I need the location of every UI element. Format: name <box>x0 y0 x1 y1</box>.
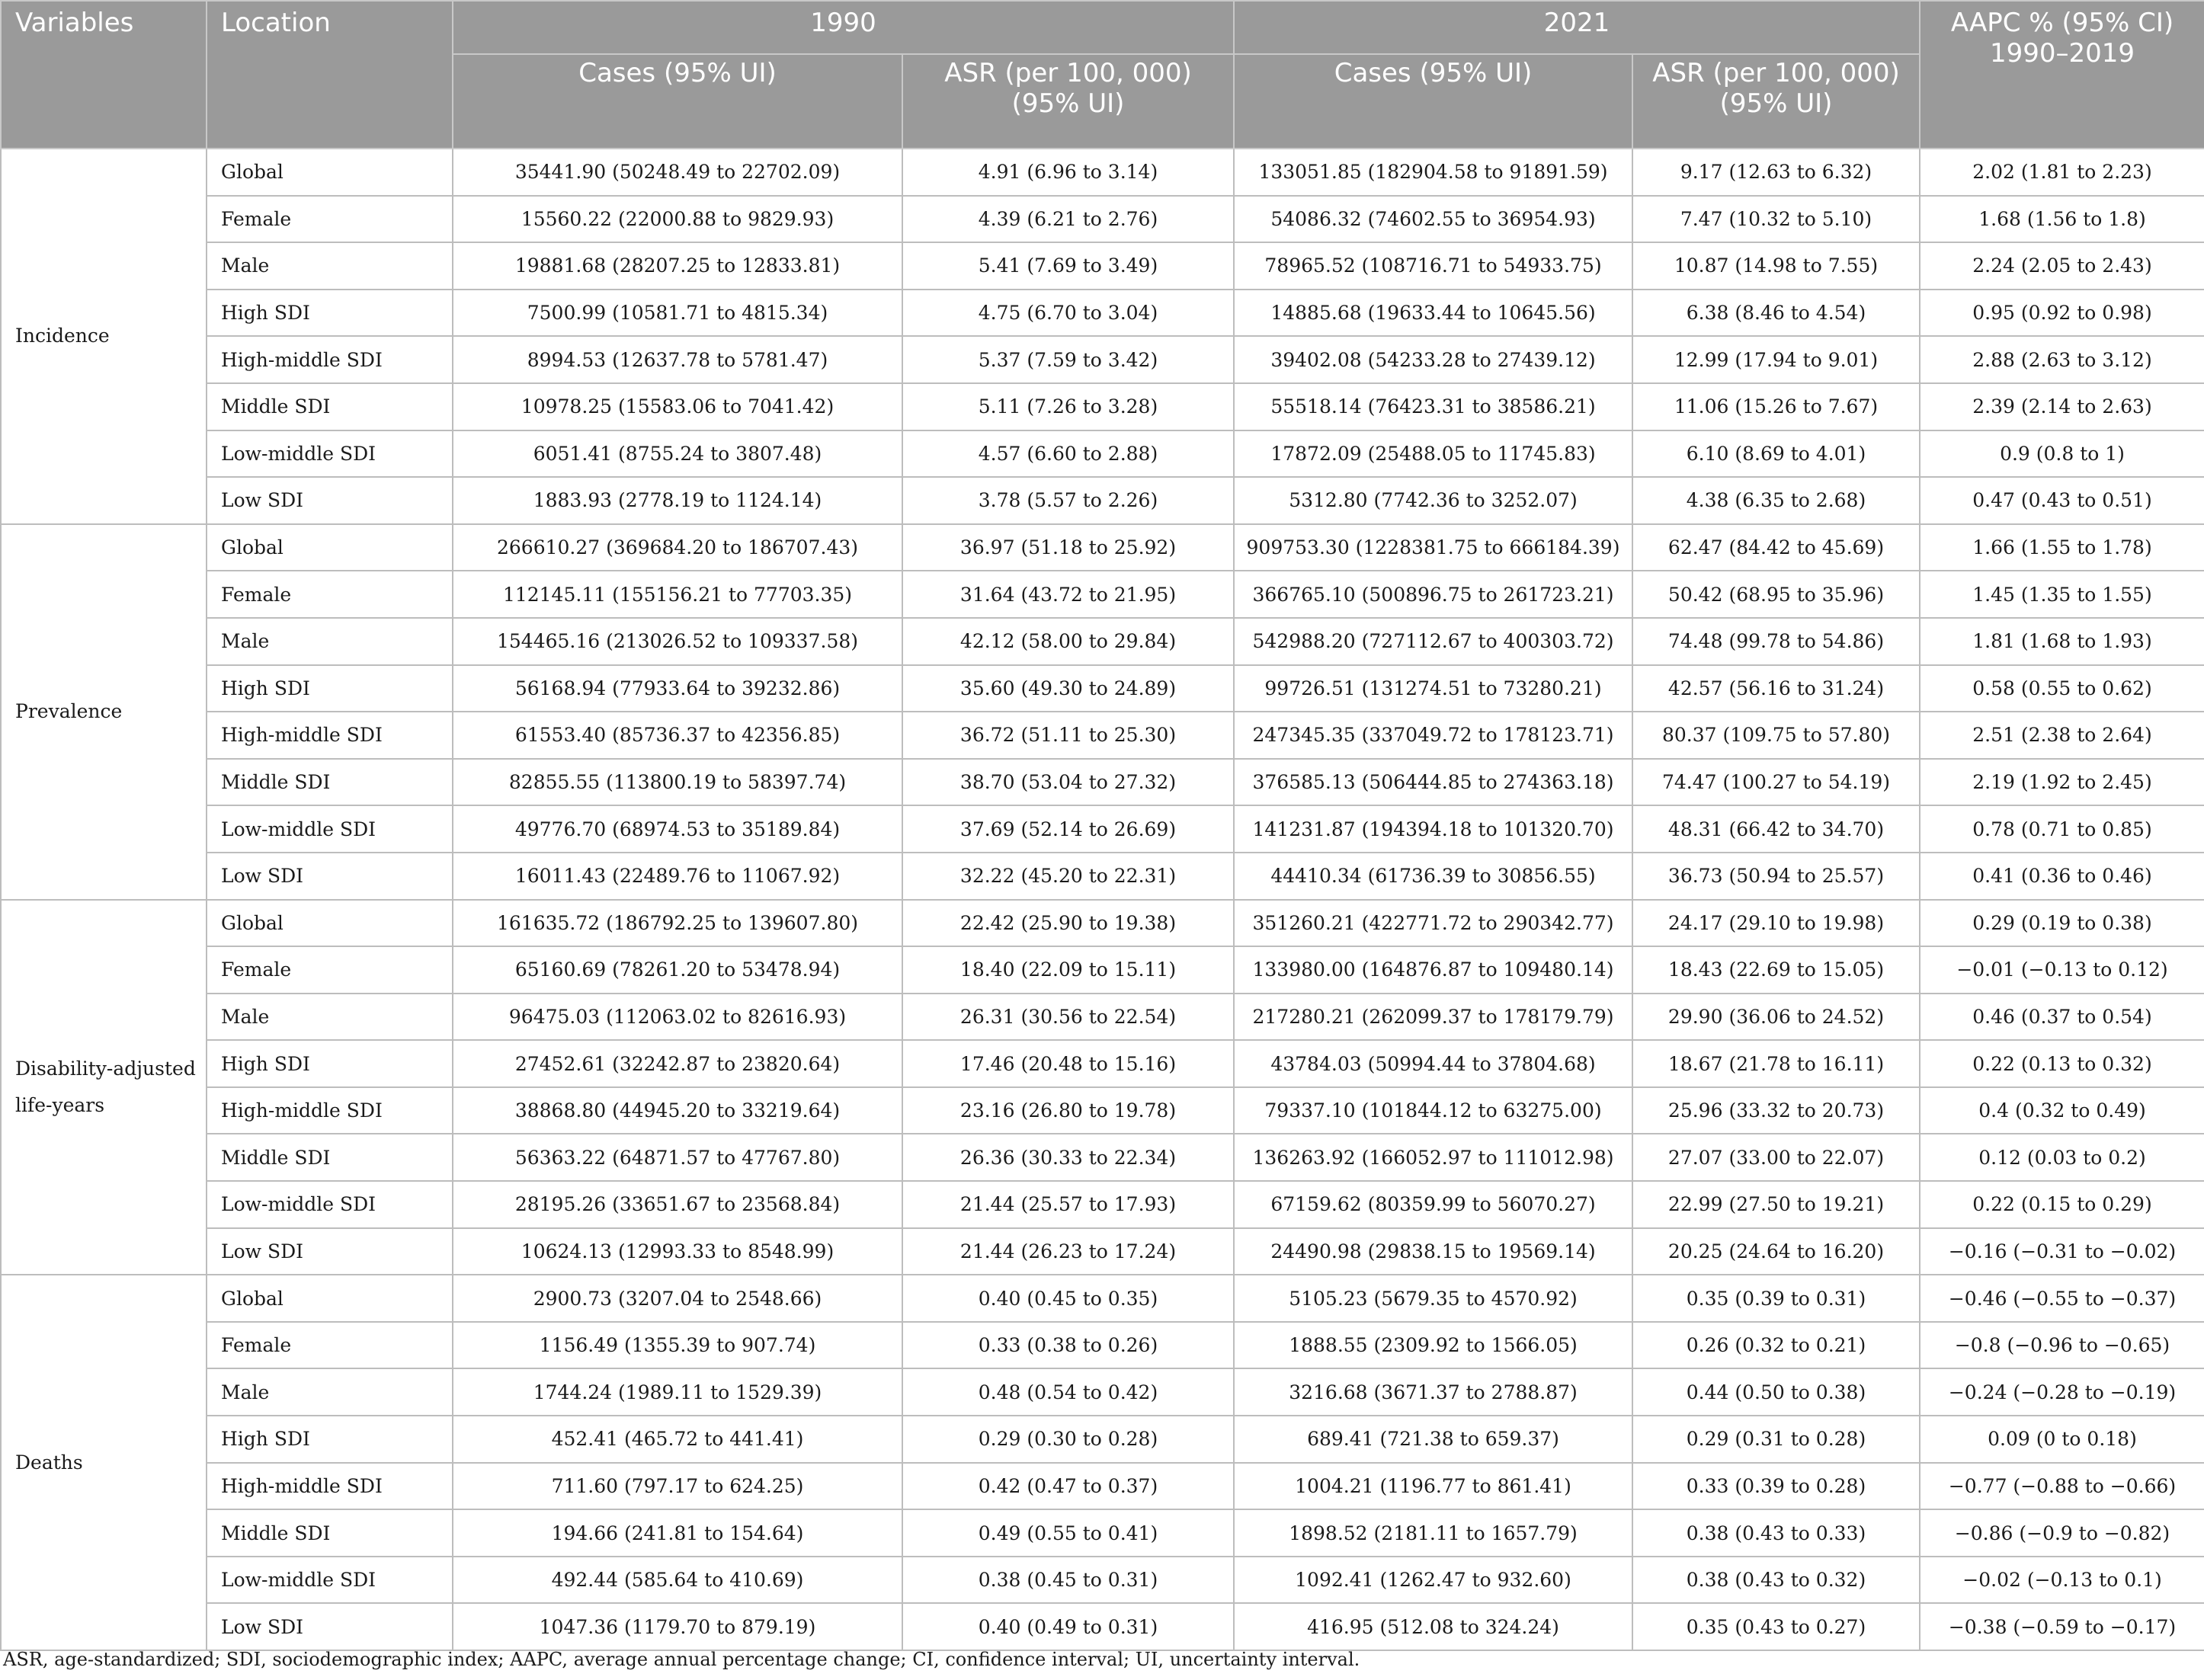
cases-2021-cell: 136263.92 (166052.97 to 111012.98) <box>1234 1134 1632 1181</box>
table-row <box>1 149 2204 196</box>
cases-1990-cell: 38868.80 (44945.20 to 33219.64) <box>453 1087 902 1134</box>
location-cell: Middle SDI <box>207 1509 453 1557</box>
cases-2021-cell: 17872.09 (25488.05 to 11745.83) <box>1234 430 1632 478</box>
cases-1990-cell: 112145.11 (155156.21 to 77703.35) <box>453 571 902 618</box>
location-cell: High-middle SDI <box>207 1463 453 1510</box>
header-asr-1990-line2: (95% UI) <box>1011 88 1125 119</box>
asr-1990-cell: 0.48 (0.54 to 0.42) <box>902 1368 1234 1416</box>
asr-1990-cell: 35.60 (49.30 to 24.89) <box>902 665 1234 712</box>
header-year-1990: 1990 <box>453 1 1234 54</box>
asr-2021-cell: 0.38 (0.43 to 0.32) <box>1632 1557 1920 1604</box>
location-cell: Middle SDI <box>207 1134 453 1181</box>
header-location: Location <box>207 1 453 149</box>
cases-1990-cell: 2900.73 (3207.04 to 2548.66) <box>453 1275 902 1322</box>
asr-1990-cell: 0.40 (0.45 to 0.35) <box>902 1275 1234 1322</box>
cases-1990-cell: 266610.27 (369684.20 to 186707.43) <box>453 524 902 571</box>
asr-2021-cell: 48.31 (66.42 to 34.70) <box>1632 805 1920 853</box>
cases-1990-cell: 10624.13 (12993.33 to 8548.99) <box>453 1228 902 1275</box>
asr-1990-cell: 0.42 (0.47 to 0.37) <box>902 1463 1234 1510</box>
cases-1990-cell: 8994.53 (12637.78 to 5781.47) <box>453 336 902 383</box>
table-row <box>1 1134 2204 1181</box>
location-cell: Male <box>207 618 453 665</box>
asr-2021-cell: 18.67 (21.78 to 16.11) <box>1632 1040 1920 1087</box>
asr-1990-cell: 26.31 (30.56 to 22.54) <box>902 994 1234 1041</box>
location-cell: Low-middle SDI <box>207 430 453 478</box>
asr-2021-cell: 74.48 (99.78 to 54.86) <box>1632 618 1920 665</box>
header-cases-2021: Cases (95% UI) <box>1234 54 1632 149</box>
cases-1990-cell: 711.60 (797.17 to 624.25) <box>453 1463 902 1510</box>
table-row <box>1 1228 2204 1275</box>
asr-1990-cell: 31.64 (43.72 to 21.95) <box>902 571 1234 618</box>
aapc-cell: −0.01 (−0.13 to 0.12) <box>1920 946 2204 994</box>
asr-2021-cell: 42.57 (56.16 to 31.24) <box>1632 665 1920 712</box>
asr-2021-cell: 0.29 (0.31 to 0.28) <box>1632 1416 1920 1463</box>
location-cell: Male <box>207 994 453 1041</box>
table-row <box>1 1040 2204 1087</box>
cases-1990-cell: 82855.55 (113800.19 to 58397.74) <box>453 759 902 806</box>
variable-cell: Deaths <box>1 1275 207 1650</box>
cases-2021-cell: 689.41 (721.38 to 659.37) <box>1234 1416 1632 1463</box>
asr-2021-cell: 0.38 (0.43 to 0.33) <box>1632 1509 1920 1557</box>
cases-2021-cell: 1092.41 (1262.47 to 932.60) <box>1234 1557 1632 1604</box>
variable-cell: Disability-adjusted life-years <box>1 900 207 1275</box>
cases-1990-cell: 10978.25 (15583.06 to 7041.42) <box>453 383 902 430</box>
asr-2021-cell: 18.43 (22.69 to 15.05) <box>1632 946 1920 994</box>
cases-2021-cell: 44410.34 (61736.39 to 30856.55) <box>1234 853 1632 900</box>
aapc-cell: −0.38 (−0.59 to −0.17) <box>1920 1603 2204 1650</box>
cases-1990-cell: 492.44 (585.64 to 410.69) <box>453 1557 902 1604</box>
asr-2021-cell: 0.35 (0.39 to 0.31) <box>1632 1275 1920 1322</box>
cases-1990-cell: 61553.40 (85736.37 to 42356.85) <box>453 712 902 759</box>
location-cell: Male <box>207 1368 453 1416</box>
table-row <box>1 759 2204 806</box>
aapc-cell: 0.22 (0.15 to 0.29) <box>1920 1181 2204 1228</box>
location-cell: Male <box>207 242 453 290</box>
header-variables: Variables <box>1 1 207 149</box>
location-cell: Female <box>207 1322 453 1369</box>
cases-2021-cell: 376585.13 (506444.85 to 274363.18) <box>1234 759 1632 806</box>
location-cell: Global <box>207 1275 453 1322</box>
asr-2021-cell: 27.07 (33.00 to 22.07) <box>1632 1134 1920 1181</box>
table-row <box>1 900 2204 947</box>
asr-1990-cell: 22.42 (25.90 to 19.38) <box>902 900 1234 947</box>
cases-2021-cell: 133980.00 (164876.87 to 109480.14) <box>1234 946 1632 994</box>
asr-2021-cell: 4.38 (6.35 to 2.68) <box>1632 477 1920 524</box>
header-aapc-line1: AAPC % (95% CI) <box>1950 8 2174 38</box>
cases-1990-cell: 15560.22 (22000.88 to 9829.93) <box>453 196 902 243</box>
aapc-cell: 1.66 (1.55 to 1.78) <box>1920 524 2204 571</box>
aapc-cell: 1.81 (1.68 to 1.93) <box>1920 618 2204 665</box>
asr-2021-cell: 20.25 (24.64 to 16.20) <box>1632 1228 1920 1275</box>
table-row <box>1 1463 2204 1510</box>
aapc-cell: 2.51 (2.38 to 2.64) <box>1920 712 2204 759</box>
header-aapc <box>1920 1 2204 149</box>
cases-2021-cell: 78965.52 (108716.71 to 54933.75) <box>1234 242 1632 290</box>
table-header <box>1 1 2204 149</box>
cases-2021-cell: 1898.52 (2181.11 to 1657.79) <box>1234 1509 1632 1557</box>
location-cell: Middle SDI <box>207 759 453 806</box>
table-row <box>1 430 2204 478</box>
table-row <box>1 805 2204 853</box>
table-row <box>1 1087 2204 1134</box>
table-row <box>1 994 2204 1041</box>
location-cell: High-middle SDI <box>207 1087 453 1134</box>
asr-1990-cell: 0.38 (0.45 to 0.31) <box>902 1557 1234 1604</box>
asr-2021-cell: 74.47 (100.27 to 54.19) <box>1632 759 1920 806</box>
cases-2021-cell: 217280.21 (262099.37 to 178179.79) <box>1234 994 1632 1041</box>
aapc-cell: 0.58 (0.55 to 0.62) <box>1920 665 2204 712</box>
location-cell: High SDI <box>207 665 453 712</box>
cases-1990-cell: 28195.26 (33651.67 to 23568.84) <box>453 1181 902 1228</box>
location-cell: High SDI <box>207 1416 453 1463</box>
aapc-cell: 2.39 (2.14 to 2.63) <box>1920 383 2204 430</box>
asr-2021-cell: 7.47 (10.32 to 5.10) <box>1632 196 1920 243</box>
aapc-cell: 2.19 (1.92 to 2.45) <box>1920 759 2204 806</box>
aapc-cell: −0.46 (−0.55 to −0.37) <box>1920 1275 2204 1322</box>
cases-2021-cell: 39402.08 (54233.28 to 27439.12) <box>1234 336 1632 383</box>
location-cell: Low SDI <box>207 1603 453 1650</box>
aapc-cell: 0.95 (0.92 to 0.98) <box>1920 290 2204 337</box>
cases-1990-cell: 1156.49 (1355.39 to 907.74) <box>453 1322 902 1369</box>
table-row <box>1 383 2204 430</box>
location-cell: Middle SDI <box>207 383 453 430</box>
aapc-cell: 0.46 (0.37 to 0.54) <box>1920 994 2204 1041</box>
asr-2021-cell: 22.99 (27.50 to 19.21) <box>1632 1181 1920 1228</box>
cases-1990-cell: 49776.70 (68974.53 to 35189.84) <box>453 805 902 853</box>
location-cell: Low-middle SDI <box>207 805 453 853</box>
table-row <box>1 336 2204 383</box>
header-asr-2021-line1: ASR (per 100, 000) <box>1652 58 1900 88</box>
asr-1990-cell: 0.29 (0.30 to 0.28) <box>902 1416 1234 1463</box>
cases-2021-cell: 99726.51 (131274.51 to 73280.21) <box>1234 665 1632 712</box>
cases-1990-cell: 1744.24 (1989.11 to 1529.39) <box>453 1368 902 1416</box>
aapc-cell: 1.45 (1.35 to 1.55) <box>1920 571 2204 618</box>
asr-1990-cell: 36.97 (51.18 to 25.92) <box>902 524 1234 571</box>
table-row <box>1 1275 2204 1322</box>
table-row <box>1 1368 2204 1416</box>
cases-2021-cell: 141231.87 (194394.18 to 101320.70) <box>1234 805 1632 853</box>
aapc-cell: −0.02 (−0.13 to 0.1) <box>1920 1557 2204 1604</box>
cases-1990-cell: 6051.41 (8755.24 to 3807.48) <box>453 430 902 478</box>
aapc-cell: 2.24 (2.05 to 2.43) <box>1920 242 2204 290</box>
location-cell: Female <box>207 571 453 618</box>
asr-2021-cell: 11.06 (15.26 to 7.67) <box>1632 383 1920 430</box>
asr-1990-cell: 5.41 (7.69 to 3.49) <box>902 242 1234 290</box>
location-cell: Global <box>207 900 453 947</box>
cases-1990-cell: 35441.90 (50248.49 to 22702.09) <box>453 149 902 196</box>
cases-2021-cell: 133051.85 (182904.58 to 91891.59) <box>1234 149 1632 196</box>
cases-1990-cell: 65160.69 (78261.20 to 53478.94) <box>453 946 902 994</box>
header-asr-2021 <box>1632 54 1920 149</box>
aapc-cell: 0.9 (0.8 to 1) <box>1920 430 2204 478</box>
asr-2021-cell: 12.99 (17.94 to 9.01) <box>1632 336 1920 383</box>
cases-1990-cell: 452.41 (465.72 to 441.41) <box>453 1416 902 1463</box>
cases-1990-cell: 56168.94 (77933.64 to 39232.86) <box>453 665 902 712</box>
table-row <box>1 946 2204 994</box>
aapc-cell: 2.88 (2.63 to 3.12) <box>1920 336 2204 383</box>
cases-2021-cell: 1888.55 (2309.92 to 1566.05) <box>1234 1322 1632 1369</box>
aapc-cell: 0.12 (0.03 to 0.2) <box>1920 1134 2204 1181</box>
asr-1990-cell: 23.16 (26.80 to 19.78) <box>902 1087 1234 1134</box>
cases-2021-cell: 5105.23 (5679.35 to 4570.92) <box>1234 1275 1632 1322</box>
header-asr-1990-line1: ASR (per 100, 000) <box>944 58 1192 88</box>
header-cases-1990: Cases (95% UI) <box>453 54 902 149</box>
asr-2021-cell: 29.90 (36.06 to 24.52) <box>1632 994 1920 1041</box>
asr-1990-cell: 42.12 (58.00 to 29.84) <box>902 618 1234 665</box>
location-cell: Female <box>207 196 453 243</box>
header-asr-1990 <box>902 54 1234 149</box>
cases-1990-cell: 161635.72 (186792.25 to 139607.80) <box>453 900 902 947</box>
table-row <box>1 1322 2204 1369</box>
asr-2021-cell: 0.33 (0.39 to 0.28) <box>1632 1463 1920 1510</box>
cases-2021-cell: 24490.98 (29838.15 to 19569.14) <box>1234 1228 1632 1275</box>
variable-cell: Prevalence <box>1 524 207 900</box>
cases-1990-cell: 19881.68 (28207.25 to 12833.81) <box>453 242 902 290</box>
cases-1990-cell: 194.66 (241.81 to 154.64) <box>453 1509 902 1557</box>
table-row <box>1 1509 2204 1557</box>
asr-1990-cell: 4.75 (6.70 to 3.04) <box>902 290 1234 337</box>
aapc-cell: −0.77 (−0.88 to −0.66) <box>1920 1463 2204 1510</box>
location-cell: High SDI <box>207 290 453 337</box>
aapc-cell: 0.09 (0 to 0.18) <box>1920 1416 2204 1463</box>
cases-2021-cell: 909753.30 (1228381.75 to 666184.39) <box>1234 524 1632 571</box>
asr-1990-cell: 21.44 (25.57 to 17.93) <box>902 1181 1234 1228</box>
location-cell: High-middle SDI <box>207 712 453 759</box>
table-row <box>1 1181 2204 1228</box>
table-row <box>1 242 2204 290</box>
header-aapc-line2: 1990–2019 <box>1989 38 2135 69</box>
table-footnote: ASR, age-standardized; SDI, sociodemographic index; AAPC, average annual percentage change; CI, confidence interval; UI, uncertainty interval. <box>3 1649 1360 1670</box>
asr-2021-cell: 62.47 (84.42 to 45.69) <box>1632 524 1920 571</box>
asr-1990-cell: 3.78 (5.57 to 2.26) <box>902 477 1234 524</box>
aapc-cell: 0.78 (0.71 to 0.85) <box>1920 805 2204 853</box>
cases-1990-cell: 154465.16 (213026.52 to 109337.58) <box>453 618 902 665</box>
asr-2021-cell: 25.96 (33.32 to 20.73) <box>1632 1087 1920 1134</box>
variable-cell: Incidence <box>1 149 207 524</box>
cases-2021-cell: 79337.10 (101844.12 to 63275.00) <box>1234 1087 1632 1134</box>
table-row <box>1 1557 2204 1604</box>
cases-2021-cell: 416.95 (512.08 to 324.24) <box>1234 1603 1632 1650</box>
asr-1990-cell: 4.91 (6.96 to 3.14) <box>902 149 1234 196</box>
asr-2021-cell: 9.17 (12.63 to 6.32) <box>1632 149 1920 196</box>
asr-1990-cell: 0.40 (0.49 to 0.31) <box>902 1603 1234 1650</box>
asr-1990-cell: 17.46 (20.48 to 15.16) <box>902 1040 1234 1087</box>
asr-1990-cell: 5.11 (7.26 to 3.28) <box>902 383 1234 430</box>
cases-2021-cell: 5312.80 (7742.36 to 3252.07) <box>1234 477 1632 524</box>
asr-2021-cell: 36.73 (50.94 to 25.57) <box>1632 853 1920 900</box>
location-cell: Global <box>207 149 453 196</box>
aapc-cell: 2.02 (1.81 to 2.23) <box>1920 149 2204 196</box>
table-row <box>1 524 2204 571</box>
table-row <box>1 290 2204 337</box>
asr-1990-cell: 37.69 (52.14 to 26.69) <box>902 805 1234 853</box>
table-row <box>1 853 2204 900</box>
location-cell: Global <box>207 524 453 571</box>
cases-2021-cell: 55518.14 (76423.31 to 38586.21) <box>1234 383 1632 430</box>
asr-2021-cell: 0.35 (0.43 to 0.27) <box>1632 1603 1920 1650</box>
cases-2021-cell: 3216.68 (3671.37 to 2788.87) <box>1234 1368 1632 1416</box>
cases-2021-cell: 14885.68 (19633.44 to 10645.56) <box>1234 290 1632 337</box>
table-row <box>1 665 2204 712</box>
table-row <box>1 712 2204 759</box>
table-body <box>1 149 2204 1650</box>
asr-1990-cell: 4.57 (6.60 to 2.88) <box>902 430 1234 478</box>
cases-2021-cell: 542988.20 (727112.67 to 400303.72) <box>1234 618 1632 665</box>
cases-2021-cell: 351260.21 (422771.72 to 290342.77) <box>1234 900 1632 947</box>
location-cell: High-middle SDI <box>207 336 453 383</box>
aapc-cell: 0.22 (0.13 to 0.32) <box>1920 1040 2204 1087</box>
cases-2021-cell: 54086.32 (74602.55 to 36954.93) <box>1234 196 1632 243</box>
aapc-cell: −0.16 (−0.31 to −0.02) <box>1920 1228 2204 1275</box>
asr-1990-cell: 0.49 (0.55 to 0.41) <box>902 1509 1234 1557</box>
asr-1990-cell: 26.36 (30.33 to 22.34) <box>902 1134 1234 1181</box>
aapc-cell: −0.24 (−0.28 to −0.19) <box>1920 1368 2204 1416</box>
aapc-cell: 0.29 (0.19 to 0.38) <box>1920 900 2204 947</box>
location-cell: Low SDI <box>207 1228 453 1275</box>
aapc-cell: 0.41 (0.36 to 0.46) <box>1920 853 2204 900</box>
cases-1990-cell: 56363.22 (64871.57 to 47767.80) <box>453 1134 902 1181</box>
table-row <box>1 571 2204 618</box>
table-row <box>1 477 2204 524</box>
cases-1990-cell: 96475.03 (112063.02 to 82616.93) <box>453 994 902 1041</box>
table-row <box>1 1416 2204 1463</box>
asr-1990-cell: 0.33 (0.38 to 0.26) <box>902 1322 1234 1369</box>
header-asr-2021-line2: (95% UI) <box>1719 88 1833 119</box>
cases-2021-cell: 67159.62 (80359.99 to 56070.27) <box>1234 1181 1632 1228</box>
location-cell: High SDI <box>207 1040 453 1087</box>
cases-1990-cell: 16011.43 (22489.76 to 11067.92) <box>453 853 902 900</box>
aapc-cell: 1.68 (1.56 to 1.8) <box>1920 196 2204 243</box>
cases-1990-cell: 27452.61 (32242.87 to 23820.64) <box>453 1040 902 1087</box>
location-cell: Low SDI <box>207 853 453 900</box>
cases-2021-cell: 247345.35 (337049.72 to 178123.71) <box>1234 712 1632 759</box>
cases-1990-cell: 1883.93 (2778.19 to 1124.14) <box>453 477 902 524</box>
aapc-cell: −0.8 (−0.96 to −0.65) <box>1920 1322 2204 1369</box>
location-cell: Low-middle SDI <box>207 1557 453 1604</box>
asr-2021-cell: 0.26 (0.32 to 0.21) <box>1632 1322 1920 1369</box>
table-row <box>1 618 2204 665</box>
asr-2021-cell: 50.42 (68.95 to 35.96) <box>1632 571 1920 618</box>
location-cell: Female <box>207 946 453 994</box>
cases-2021-cell: 1004.21 (1196.77 to 861.41) <box>1234 1463 1632 1510</box>
asr-1990-cell: 38.70 (53.04 to 27.32) <box>902 759 1234 806</box>
aapc-cell: 0.47 (0.43 to 0.51) <box>1920 477 2204 524</box>
asr-1990-cell: 4.39 (6.21 to 2.76) <box>902 196 1234 243</box>
asr-2021-cell: 6.10 (8.69 to 4.01) <box>1632 430 1920 478</box>
cases-1990-cell: 7500.99 (10581.71 to 4815.34) <box>453 290 902 337</box>
asr-1990-cell: 18.40 (22.09 to 15.11) <box>902 946 1234 994</box>
asr-1990-cell: 36.72 (51.11 to 25.30) <box>902 712 1234 759</box>
aapc-cell: −0.86 (−0.9 to −0.82) <box>1920 1509 2204 1557</box>
table-row <box>1 1603 2204 1650</box>
cases-2021-cell: 43784.03 (50994.44 to 37804.68) <box>1234 1040 1632 1087</box>
table-row <box>1 196 2204 243</box>
asr-2021-cell: 24.17 (29.10 to 19.98) <box>1632 900 1920 947</box>
cases-1990-cell: 1047.36 (1179.70 to 879.19) <box>453 1603 902 1650</box>
location-cell: Low SDI <box>207 477 453 524</box>
aapc-cell: 0.4 (0.32 to 0.49) <box>1920 1087 2204 1134</box>
header-year-2021: 2021 <box>1234 1 1920 54</box>
asr-1990-cell: 32.22 (45.20 to 22.31) <box>902 853 1234 900</box>
asr-2021-cell: 10.87 (14.98 to 7.55) <box>1632 242 1920 290</box>
asr-1990-cell: 21.44 (26.23 to 17.24) <box>902 1228 1234 1275</box>
asr-2021-cell: 0.44 (0.50 to 0.38) <box>1632 1368 1920 1416</box>
cases-2021-cell: 366765.10 (500896.75 to 261723.21) <box>1234 571 1632 618</box>
location-cell: Low-middle SDI <box>207 1181 453 1228</box>
asr-2021-cell: 6.38 (8.46 to 4.54) <box>1632 290 1920 337</box>
asr-2021-cell: 80.37 (109.75 to 57.80) <box>1632 712 1920 759</box>
asr-1990-cell: 5.37 (7.59 to 3.42) <box>902 336 1234 383</box>
